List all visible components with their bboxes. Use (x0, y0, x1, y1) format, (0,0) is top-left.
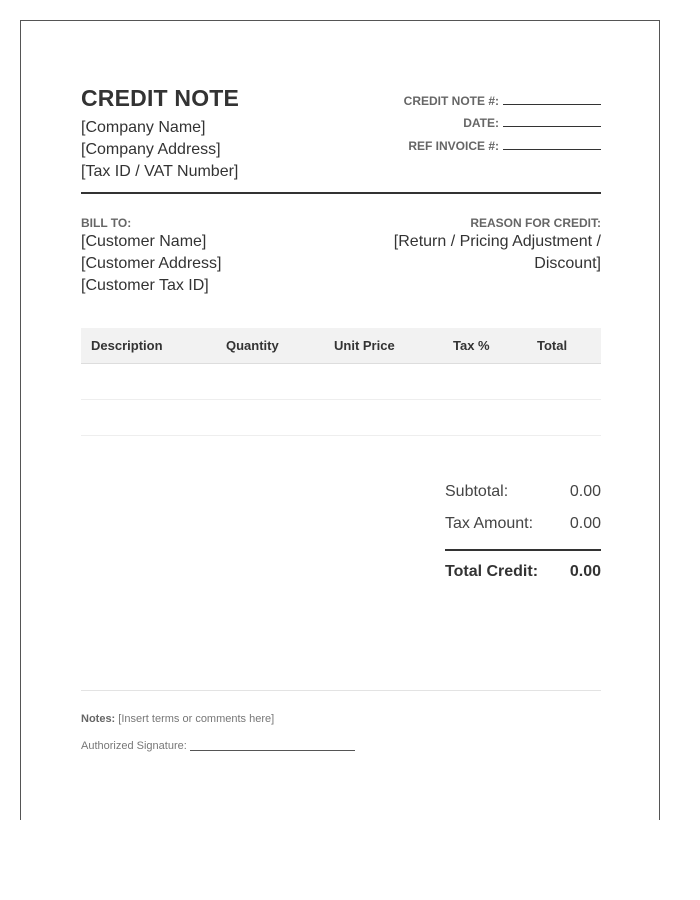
cell-total[interactable] (527, 364, 601, 400)
company-address: [Company Address] (81, 141, 221, 158)
notes-label: Notes: (81, 713, 116, 725)
column-header-tax: Tax % (443, 328, 527, 364)
totals-block (445, 481, 601, 583)
date-label: DATE: (463, 116, 499, 130)
ref-invoice-label: REF INVOICE #: (408, 138, 499, 153)
customer-tax-id: [Customer Tax ID] (81, 277, 209, 294)
customer-address: [Customer Address] (81, 255, 222, 272)
credit-note-number-field[interactable] (503, 92, 601, 105)
tax-amount-row (445, 513, 601, 545)
header-divider (81, 192, 601, 194)
meta-row-ref-invoice (404, 130, 601, 153)
cell-description[interactable] (81, 364, 216, 400)
column-header-unit-price: Unit Price (324, 328, 443, 364)
cell-quantity[interactable] (216, 364, 324, 400)
ref-invoice-field[interactable] (503, 137, 601, 150)
subtotal-label: Subtotal: (445, 483, 509, 500)
signature-line (81, 739, 355, 752)
column-header-quantity: Quantity (216, 328, 324, 364)
table-header-row (81, 328, 601, 364)
table-row (81, 364, 601, 400)
customer-name: [Customer Name] (81, 233, 207, 250)
credit-note-page (20, 20, 660, 820)
line-items-table (81, 328, 601, 436)
total-credit-value: 0.00 (569, 563, 601, 580)
totals-divider (445, 549, 601, 551)
cell-unit-price[interactable] (324, 400, 443, 436)
tax-amount-value: 0.00 (569, 515, 601, 532)
company-name: [Company Name] (81, 119, 206, 136)
company-block (81, 117, 238, 183)
subtotal-row (445, 481, 601, 513)
reason-label: REASON FOR CREDIT: (470, 216, 601, 230)
column-header-total: Total (527, 328, 601, 364)
cell-tax[interactable] (443, 364, 527, 400)
meta-row-date (404, 108, 601, 131)
notes-line (81, 713, 274, 725)
cell-description[interactable] (81, 400, 216, 436)
bill-to-label: BILL TO: (81, 216, 132, 230)
credit-note-number-label: CREDIT NOTE #: (403, 93, 499, 108)
tax-amount-label: Tax Amount: (445, 515, 534, 532)
notes-text: [Insert terms or comments here] (118, 713, 275, 725)
table-row (81, 400, 601, 436)
subtotal-value: 0.00 (569, 483, 601, 500)
cell-tax[interactable] (443, 400, 527, 436)
cell-unit-price[interactable] (324, 364, 443, 400)
reason-text: [Return / Pricing Adjustment / Discount] (393, 233, 601, 272)
document-title: CREDIT NOTE (81, 85, 240, 111)
bill-to-lines (81, 231, 222, 297)
footer-divider (81, 690, 601, 691)
signature-field[interactable] (190, 739, 355, 751)
reason-section (381, 215, 601, 275)
meta-block (404, 85, 601, 153)
total-credit-row (445, 561, 601, 583)
company-tax-id: [Tax ID / VAT Number] (81, 163, 239, 180)
total-credit-label: Total Credit: (445, 563, 539, 580)
bill-to-section (81, 215, 222, 297)
meta-row-credit-note-number (404, 85, 601, 108)
cell-quantity[interactable] (216, 400, 324, 436)
cell-total[interactable] (527, 400, 601, 436)
signature-label: Authorized Signature: (81, 740, 187, 752)
date-field[interactable] (503, 114, 601, 127)
column-header-description: Description (81, 328, 216, 364)
